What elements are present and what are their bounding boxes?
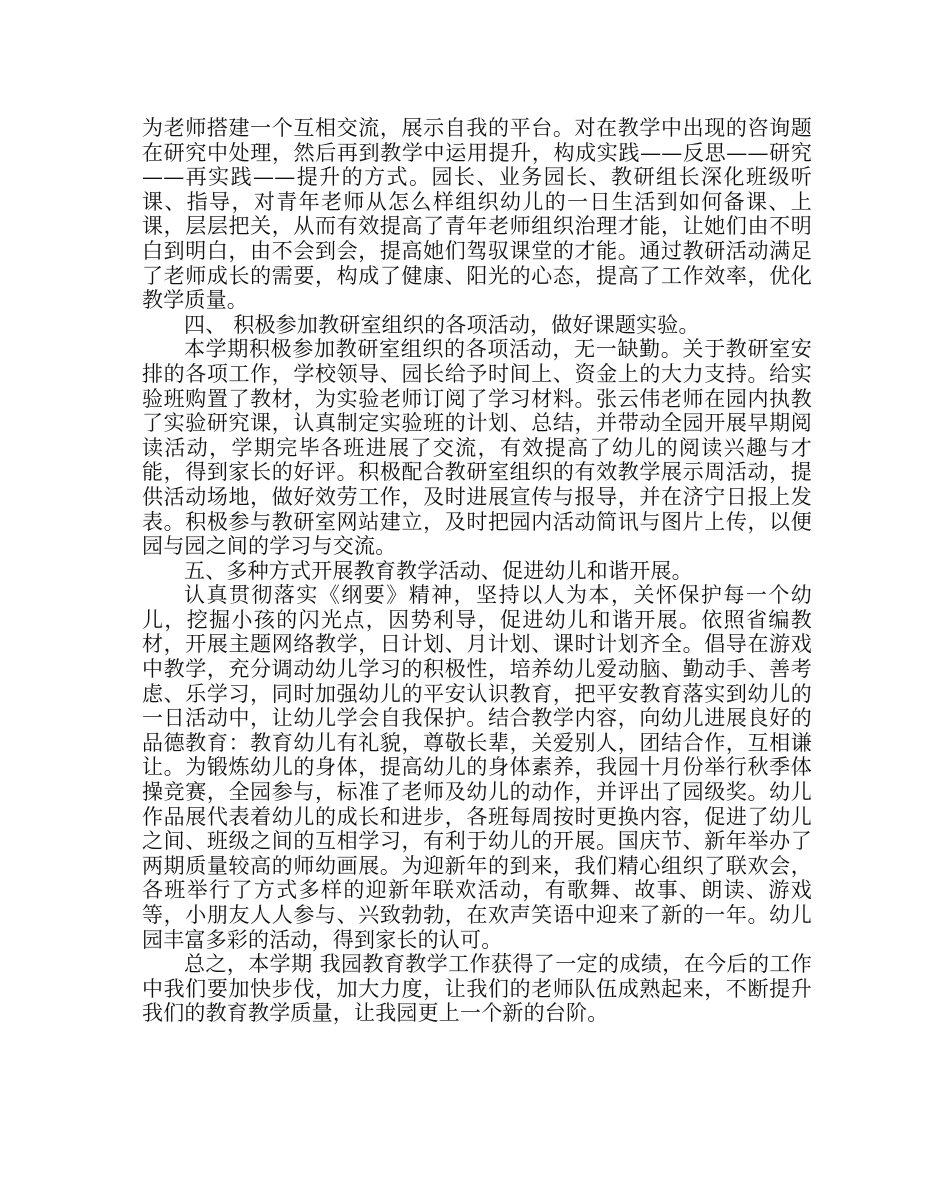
document-body bbox=[142, 116, 812, 1026]
section-heading-five: 五、多种方式开展教育教学活动、促进幼儿和谐开展。 bbox=[184, 558, 693, 583]
paragraph-conclusion: 总之，本学期 我园教育教学工作获得了一定的成绩，在今后的工作中我们要加快步伐，加大力度，让我们的老师队伍成熟起来，不断提升我们的教育教学质量，让我园更上一个新的台阶。 bbox=[142, 952, 812, 1026]
paragraph-teaching-research: 为老师搭建一个互相交流，展示自我的平台。对在教学中出现的咨询题在研究中处理，然后再到教学中运用提升，构成实践——反思——研究——再实践——提升的方式。园长、业务园长、教研组长深化班级听课、指导，对青年老师从怎么样组织幼儿的一日生活到如何备课、上课，层层把关，从而有效提高了青年老师组织治理才能，让她们由不明白到明白，由不会到会，提高她们驾驭课堂的才能。通过教研活动满足了老师成长的需要，构成了健康、阳光的心态，提高了工作效率，优化教学质量。 bbox=[142, 116, 812, 313]
paragraph-education-activities: 认真贯彻落实《纲要》精神，坚持以人为本，关怀保护每一个幼儿，挖掘小孩的闪光点，因势利导，促进幼儿和谐开展。依照省编教材，开展主题网络教学，日计划、月计划、课时计划齐全。倡导在游戏中教学，充分调动幼儿学习的积极性，培养幼儿爱动脑、勤动手、善考虑、乐学习，同时加强幼儿的平安认识教育，把平安教育落实到幼儿的一日活动中，让幼儿学会自我保护。结合教学内容，向幼儿进展良好的品德教育：教育幼儿有礼貌，尊敬长辈，关爱别人，团结合作，互相谦让。为锻炼幼儿的身体，提高幼儿的身体素养，我园十月份举行秋季体操竞赛，全园参与，标准了老师及幼儿的动作，并评出了园级奖。幼儿作品展代表着幼儿的成长和进步，各班每周按时更换内容，促进了幼儿之间、班级之间的互相学习，有利于幼儿的开展。国庆节、新年举办了两期质量较高的师幼画展。为迎新年的到来，我们精心组织了联欢会，各班举行了方式多样的迎新年联欢活动，有歌舞、故事、朗读、游戏等，小朋友人人参与、兴致勃勃，在欢声笑语中迎来了新的一年。幼儿园丰富多彩的活动，得到家长的认可。 bbox=[142, 583, 812, 952]
paragraph-research-activities: 本学期积极参加教研室组织的各项活动，无一缺勤。关于教研室安排的各项工作，学校领导、园长给予时间上、资金上的大力支持。给实验班购置了教材，为实验老师订阅了学习材料。张云伟老师在园内执教了实验研究课，认真制定实验班的计划、总结，并带动全园开展早期阅读活动，学期完毕各班进展了交流，有效提高了幼儿的阅读兴趣与才能，得到家长的好评。积极配合教研室组织的有效教学展示周活动，提供活动场地，做好效劳工作，及时进展宣传与报导，并在济宁日报上发表。积极参与教研室网站建立，及时把园内活动简讯与图片上传，以便园与园之间的学习与交流。 bbox=[142, 337, 812, 559]
section-heading-four: 四、 积极参加教研室组织的各项活动，做好课题实验。 bbox=[184, 312, 700, 337]
